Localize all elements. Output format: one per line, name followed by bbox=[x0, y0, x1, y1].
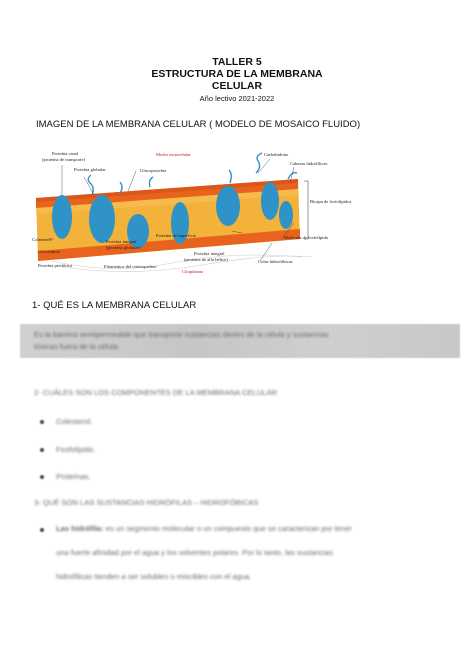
label-carbohydrate: Carbohidrato bbox=[264, 152, 289, 157]
label-cholesterol: Colesterol bbox=[32, 237, 51, 242]
label-peripheral-protein: Proteína periférica bbox=[38, 263, 73, 268]
label-filaments: Filamentos del citoesqueleto bbox=[104, 264, 157, 269]
question-2-title: 2- CUÁLES SON LOS COMPONENTES DE LA MEMBRANA CELULAR bbox=[34, 388, 278, 397]
label-hydrophobic-tails: Colas hidrofóbicas bbox=[258, 259, 293, 264]
bullet-dot bbox=[40, 448, 44, 452]
label-protein-channel-sub: (proteína de transporte) bbox=[42, 157, 86, 162]
label-phospholipid-molecule: Molécula de fosfolípido bbox=[284, 235, 329, 240]
label-integral-protein-b-sub: (proteína de alfa hélice) bbox=[184, 257, 228, 262]
label-glycolipid: Glucolípido bbox=[38, 249, 60, 254]
answer-3-line2: una fuerte afinidad por el agua y los solventes polares. Por lo tanto, las sustancias bbox=[56, 548, 333, 557]
figure-heading: IMAGEN DE LA MEMBRANA CELULAR ( MODELO DE MOSAICO FLUIDO) bbox=[36, 119, 361, 130]
membrane-illustration bbox=[32, 143, 352, 283]
phospholipid-bilayer bbox=[36, 179, 300, 261]
component-item: Fosfolípido. bbox=[56, 445, 96, 454]
label-integral-protein-a: Proteína integral bbox=[106, 239, 137, 244]
answer-3-line1 bbox=[56, 524, 352, 533]
bilayer-bracket bbox=[304, 181, 308, 239]
blurred-answers bbox=[20, 320, 460, 620]
label-cytoplasm: Citoplasma bbox=[182, 269, 203, 274]
answer-3-line3: hidrofílicas tienden a ser solubles o miscibles con el agua. bbox=[56, 572, 252, 581]
label-hydrophilic-heads: Cabezas hidrofílicas bbox=[290, 161, 328, 166]
label-integral-protein-b: Proteína integral bbox=[194, 251, 225, 256]
doc-title-line3: CELULAR bbox=[211, 80, 263, 92]
answer-1-line2: tóxicas fuera de la célula. bbox=[34, 342, 120, 351]
label-bilayer: Bicapa de fosfolípidos bbox=[310, 199, 352, 204]
school-year: Año lectivo 2021-2022 bbox=[199, 94, 275, 103]
component-item: Colesterol. bbox=[56, 417, 93, 426]
answer-1-line1: Es la barrera semipermeable que transporte sustancias dentro de la célula y sustancias bbox=[34, 330, 329, 339]
label-protein-channel: Proteína canal bbox=[52, 151, 79, 156]
question-3-title: 3- QUÉ SON LAS SUSTANCIAS HIDRÓFILAS – HIDROFÓBICAS bbox=[34, 498, 259, 507]
bullet-dot bbox=[40, 420, 44, 424]
label-surface-protein: Proteína de superficie bbox=[156, 233, 197, 238]
answer-3-line1-text: es un segmento molecular o un compuesto que se caracterizan por tener bbox=[103, 524, 352, 533]
doc-title-line1: TALLER 5 bbox=[212, 56, 262, 68]
label-glycoprotein: Glucoproteína bbox=[140, 168, 167, 173]
membrane-diagram bbox=[32, 143, 352, 283]
bullet-dot bbox=[40, 475, 44, 479]
label-extracellular: Medio extracelular bbox=[156, 152, 191, 157]
doc-title-line2: ESTRUCTURA DE LA MEMBRANA bbox=[151, 68, 323, 80]
label-globular-protein: Proteína globular bbox=[74, 167, 106, 172]
label-integral-protein-a-sub: (proteína globular) bbox=[106, 245, 141, 250]
term-hydrophilic: Las hidrófila: bbox=[56, 524, 104, 533]
component-item: Proteínas. bbox=[56, 472, 91, 481]
bullet-dot bbox=[40, 528, 44, 532]
question-1-title: 1- QUÉ ES LA MEMBRANA CELULAR bbox=[32, 300, 197, 311]
